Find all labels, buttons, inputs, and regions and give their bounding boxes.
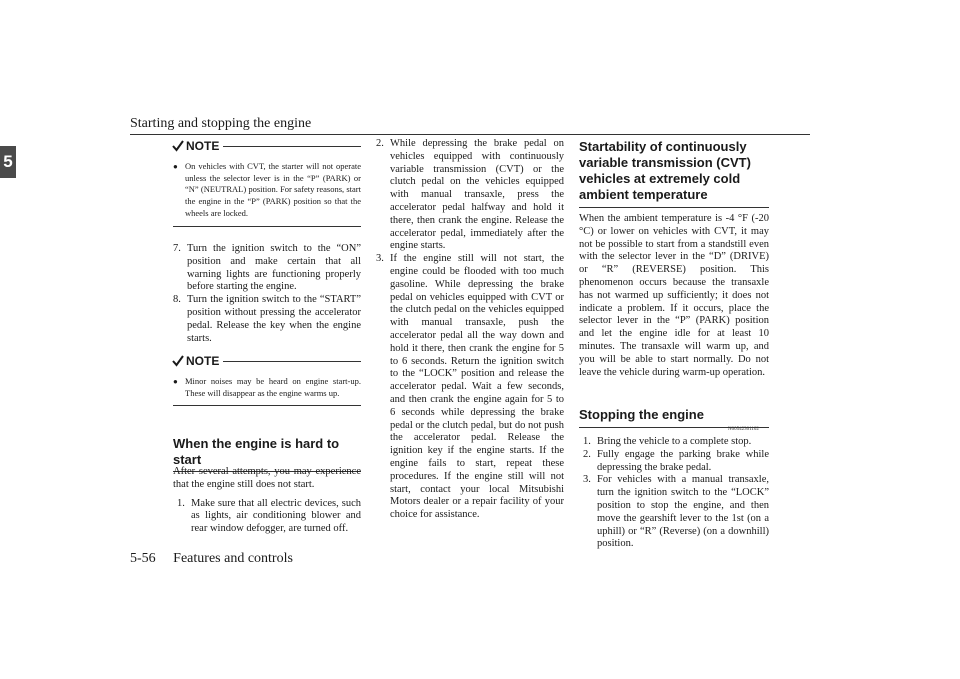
note-text: Minor noises may be heard on engine start-up. These will disappear as the engine warms up. — [185, 376, 361, 398]
stopping-steps — [583, 436, 769, 551]
section-code: N00542301102 — [728, 427, 759, 432]
checkmark-icon — [172, 140, 184, 152]
step-number: 3. — [583, 474, 591, 486]
note-label: NOTE — [186, 354, 220, 368]
note-header — [172, 354, 223, 368]
note-item — [173, 376, 361, 399]
step-text: While depressing the brake pedal on vehicles equipped with continuously variable transmission (CVT) or the clutch pedal on the vehicles equipped with manual transaxle, press the accelerator pedal halfway and hold it there, then crank the engine. Release the accelerator pedal, immediately after the engine starts. — [390, 138, 564, 252]
checkmark-icon — [172, 355, 184, 367]
step-3 — [376, 253, 564, 522]
section-title-stopping: Stopping the engine — [579, 407, 769, 428]
step-8 — [173, 294, 361, 345]
step-text: Make sure that all electric devices, such as lights, air conditioning blower and rear window defogger, are turned off. — [191, 497, 361, 535]
step-number: 2. — [376, 138, 384, 149]
steps-7-8 — [173, 243, 361, 345]
stop-step-3 — [583, 474, 769, 551]
page-number: 5-56 — [130, 551, 156, 566]
step-text: For vehicles with a manual transaxle, turn the ignition switch to the “LOCK” position to stop the engine, and then move the gearshift lever to the 1st (on a uphill) or “R” (Reverse) (on a downhill) position. — [597, 474, 769, 550]
step-number: 1. — [177, 497, 185, 509]
hard-start-intro: After several attempts, you may experience that the engine still does not start. — [173, 466, 361, 490]
chapter-tab: 5 — [0, 146, 16, 178]
page-footer — [130, 551, 293, 567]
footer-section: Features and controls — [173, 551, 293, 566]
step-7 — [173, 243, 361, 294]
step-text: Turn the ignition switch to the “ON” position and make certain that all warning lights are functioning properly before starting the engine. — [187, 243, 361, 293]
header-rule — [130, 134, 810, 135]
bullet-icon: ● — [173, 377, 178, 386]
note-text: On vehicles with CVT, the starter will not operate unless the selector lever is in the “P” (PARK) or “N” (NEUTRAL) position. For safety reasons, start the engine in the “P” (PARK) position so that the wheels are locked. — [185, 161, 361, 218]
step-number: 3. — [376, 253, 384, 265]
step-1 — [177, 498, 361, 536]
note-label: NOTE — [186, 139, 220, 153]
note-box-noise — [173, 354, 361, 406]
note-header — [172, 139, 223, 153]
note-box-cvt — [173, 139, 361, 227]
step-text: If the engine still will not start, the engine could be flooded with too much gasoline. While depressing the brake pedal on vehicles equipped with CVT or the clutch pedal on the vehicles equipped with manual transaxle, push the accelerator pedal all the way down and hold it there, then crank the engine for 5 to 6 seconds. Return the ignition switch to the “LOCK” position and release the accelerator pedal. Wait a few seconds, and then crank the engine again for 5 to 6 seconds while depressing the brake pedal or the clutch pedal, but do not push the accelerator pedal. Release the ignition key if the engine starts. If the engine fails to start, repeat these procedures. If the engine still will not start, contact your local Mitsubishi Motors dealer or a repair facility of your choice for assistance. — [390, 253, 564, 521]
note-item — [173, 161, 361, 220]
startability-body: When the ambient temperature is -4 °F (-20 °C) or lower on vehicles with CVT, it may not be possible to start from a standstill even with the selector lever in the “D” (DRIVE) or “R” (REVERSE) position. This phenomenon occurs because the transaxle has not warmed up sufficiently; it does not indicate a problem. If it occurs, place the selector lever in the “P” (PARK) position and let the engine idle for at least 10 minutes. The transaxle will warm up, and you will be able to start normally. Do not leave the vehicle during warm-up operation. — [579, 213, 769, 378]
step-number: 2. — [583, 448, 591, 460]
step-text: Bring the vehicle to a complete stop. — [597, 436, 752, 447]
stop-step-1 — [583, 436, 769, 449]
step-text: Turn the ignition switch to the “START” position without pressing the accelerator pedal. Release the key when the engine starts. — [187, 294, 361, 344]
stop-step-2 — [583, 449, 769, 475]
steps-2-3 — [376, 138, 564, 522]
step-text: Fully engage the parking brake while depressing the brake pedal. — [597, 448, 769, 473]
step-number: 1. — [583, 436, 591, 447]
step-2 — [376, 138, 564, 253]
step-number: 8. — [173, 294, 181, 306]
page-header-title: Starting and stopping the engine — [130, 116, 312, 131]
hard-start-body — [173, 466, 361, 536]
bullet-icon: ● — [173, 162, 178, 171]
section-title-hard-start: When the engine is hard to start — [173, 436, 361, 472]
section-title-startability: Startability of continuously variable transmission (CVT) vehicles at extremely cold ambient temperature — [579, 139, 769, 208]
step-number: 7. — [173, 243, 181, 254]
